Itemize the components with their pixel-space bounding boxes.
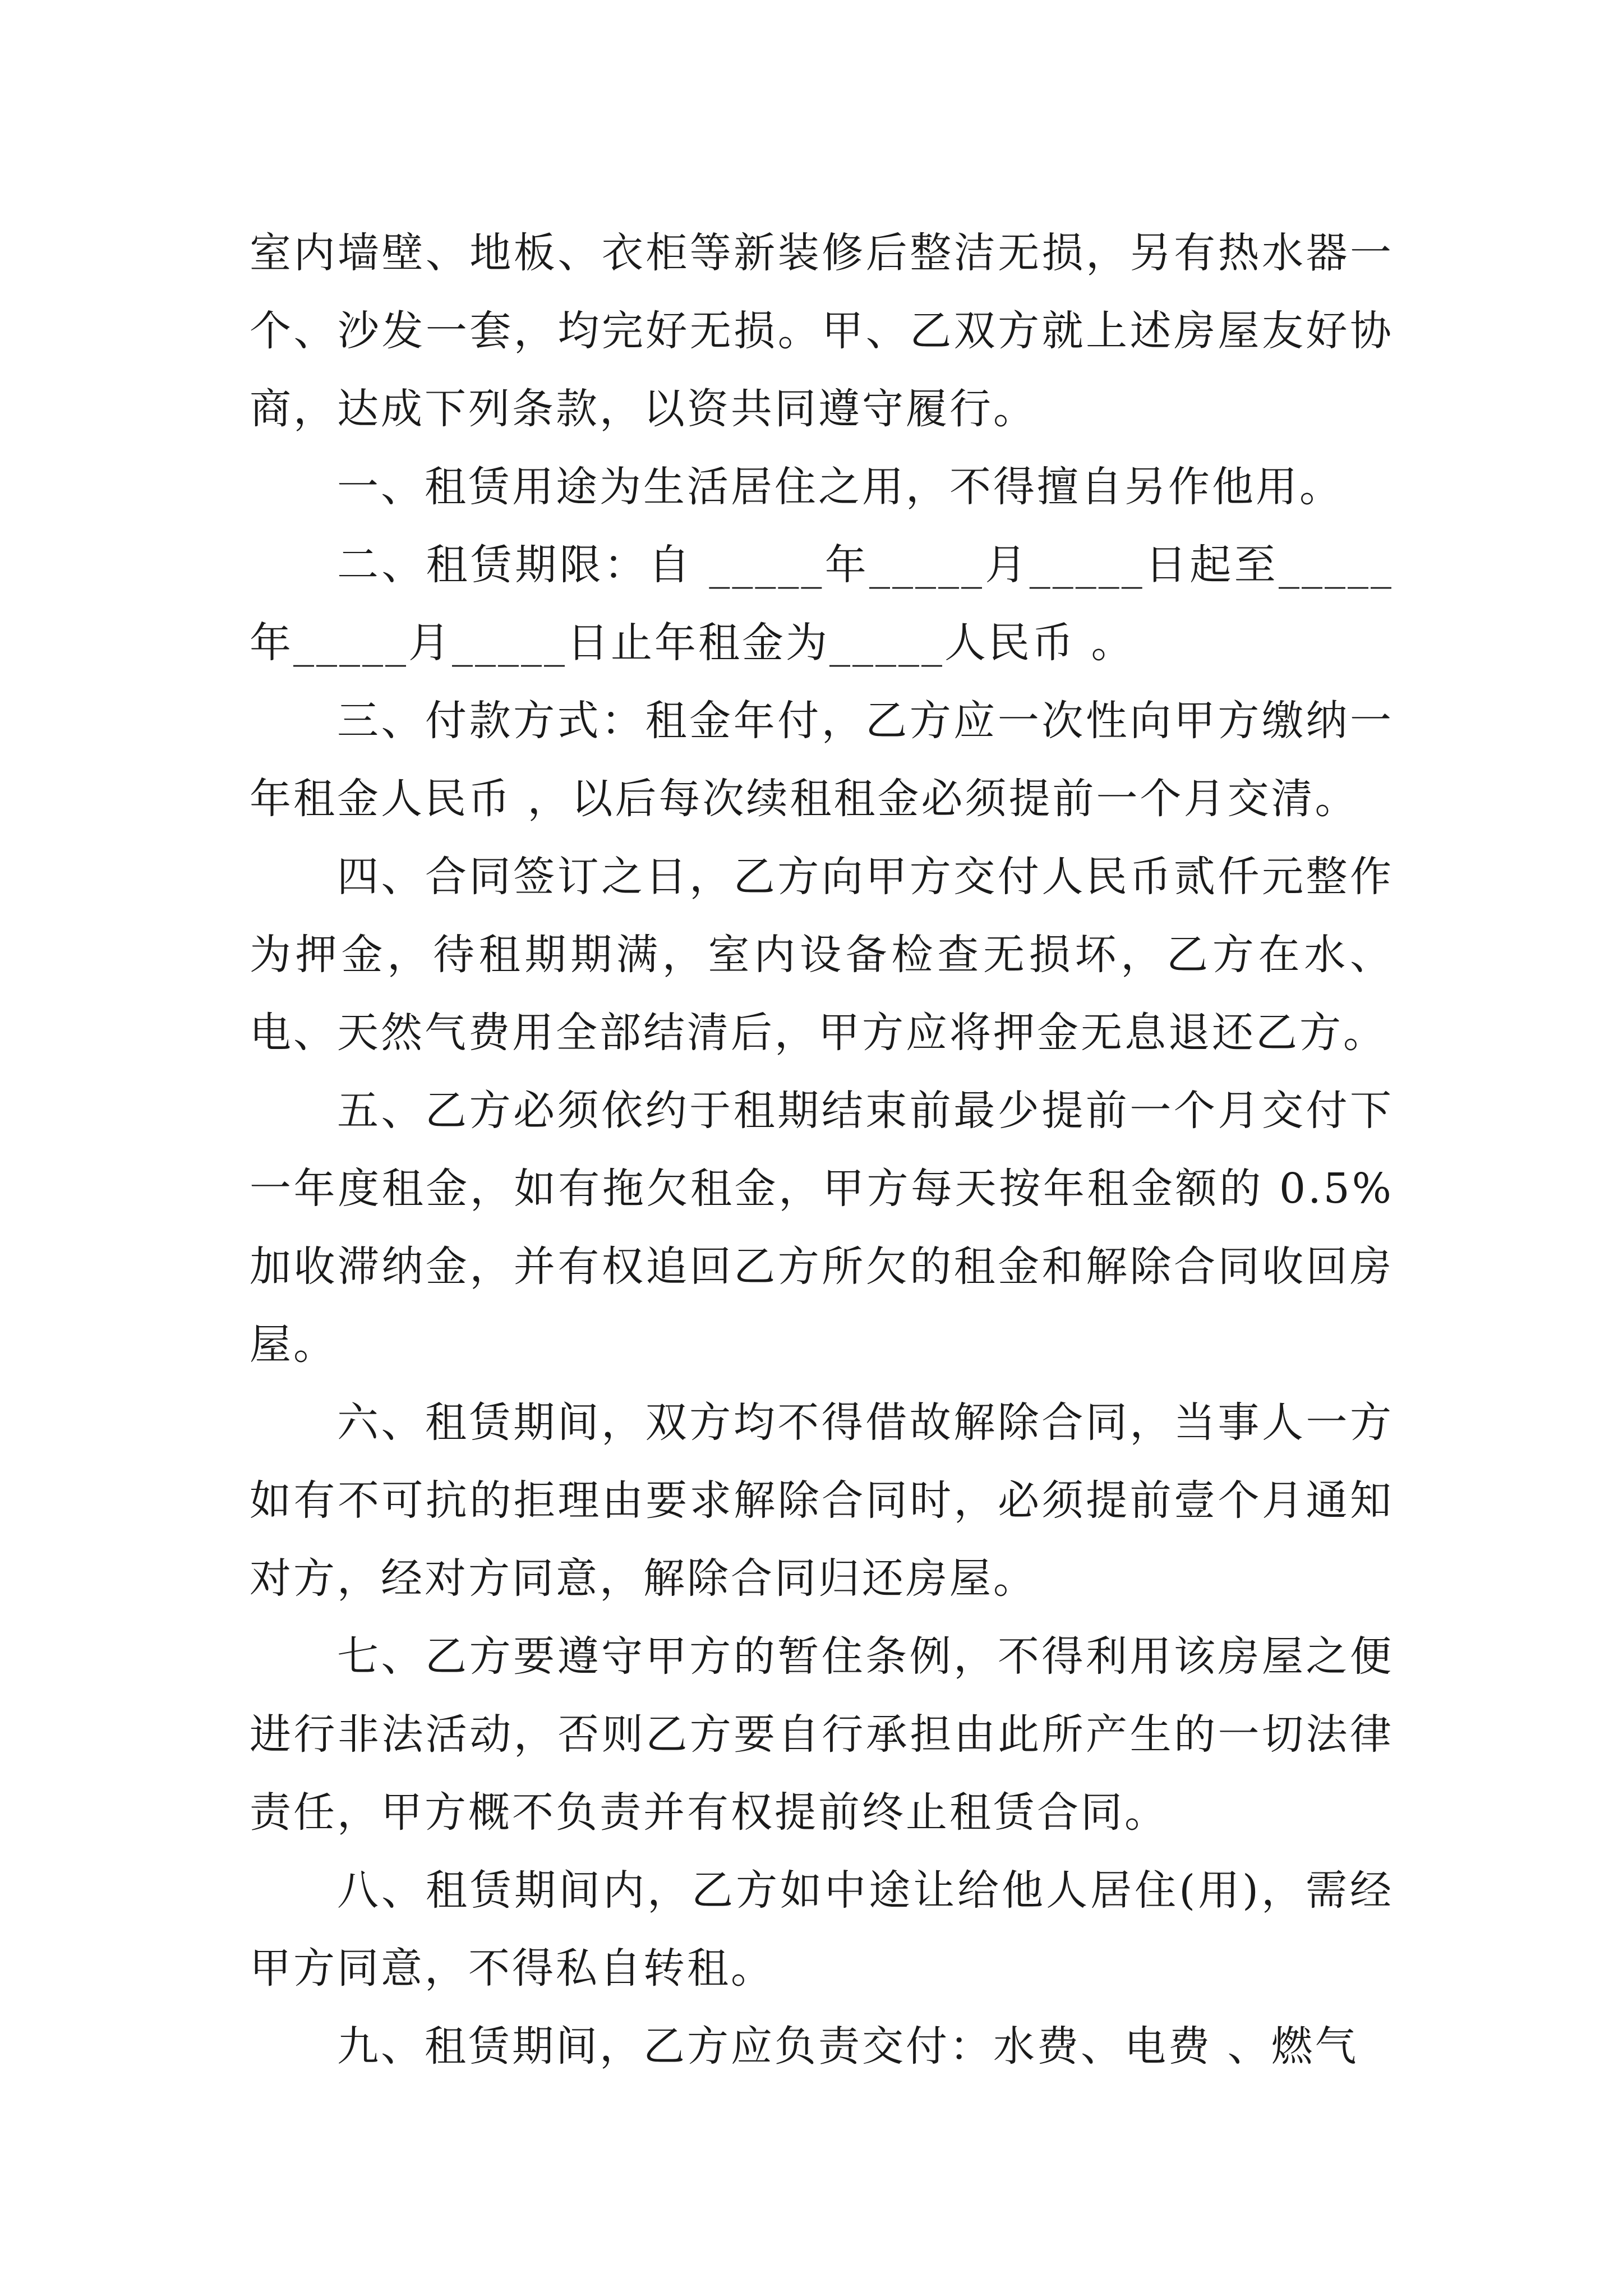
clause-9-utilities: 九、租赁期间，乙方应负责交付：水费、电费 、燃气	[337, 2022, 1359, 2070]
clause-6-termination: 六、租赁期间，双方均不得借故解除合同，当事人一方如有不可抗的拒理由要求解除合同时，必须提前壹个月通知对方，经对方同意，解除合同归还房屋。	[250, 1398, 1394, 1603]
paragraph-room-condition: 室内墙壁、地板、衣柜等新装修后整洁无损，另有热水器一个、沙发一套，均完好无损。甲、乙双方就上述房屋友好协商，达成下列条款，以资共同遵守履行。	[250, 229, 1394, 433]
clause-4-deposit: 四、合同签订之日，乙方向甲方交付人民币贰仟元整作为押金，待租期期满，室内设备检查无损坏，乙方在水、电、天然气费用全部结清后，甲方应将押金无息退还乙方。	[250, 853, 1394, 1057]
contract-body	[250, 214, 1394, 2086]
clause-7-regulations: 七、乙方要遵守甲方的暂住条例，不得利用该房屋之便进行非法活动，否则乙方要自行承担由此所产生的一切法律责任，甲方概不负责并有权提前终止租赁合同。	[250, 1632, 1394, 1837]
clause-5-late-fee: 五、乙方必须依约于租期结束前最少提前一个月交付下一年度租金，如有拖欠租金，甲方每天按年租金额的 0.5%加收滞纳金，并有权追回乙方所欠的租金和解除合同收回房屋。	[250, 1087, 1394, 1369]
clause-8-sublet: 八、租赁期间内，乙方如中途让给他人居住(用)，需经甲方同意，不得私自转租。	[250, 1866, 1394, 1993]
clause-2-term: 二、租赁期限：自 _____年_____月_____日起至_____年_____月_____日止年租金为_____人民币 。	[250, 541, 1394, 667]
clause-3-payment: 三、付款方式：租金年付，乙方应一次性向甲方缴纳一年租金人民币 ，以后每次续租租金必须提前一个月交清。	[250, 697, 1394, 823]
clause-1-usage: 一、租赁用途为生活居住之用，不得擅自另作他用。	[337, 463, 1343, 511]
